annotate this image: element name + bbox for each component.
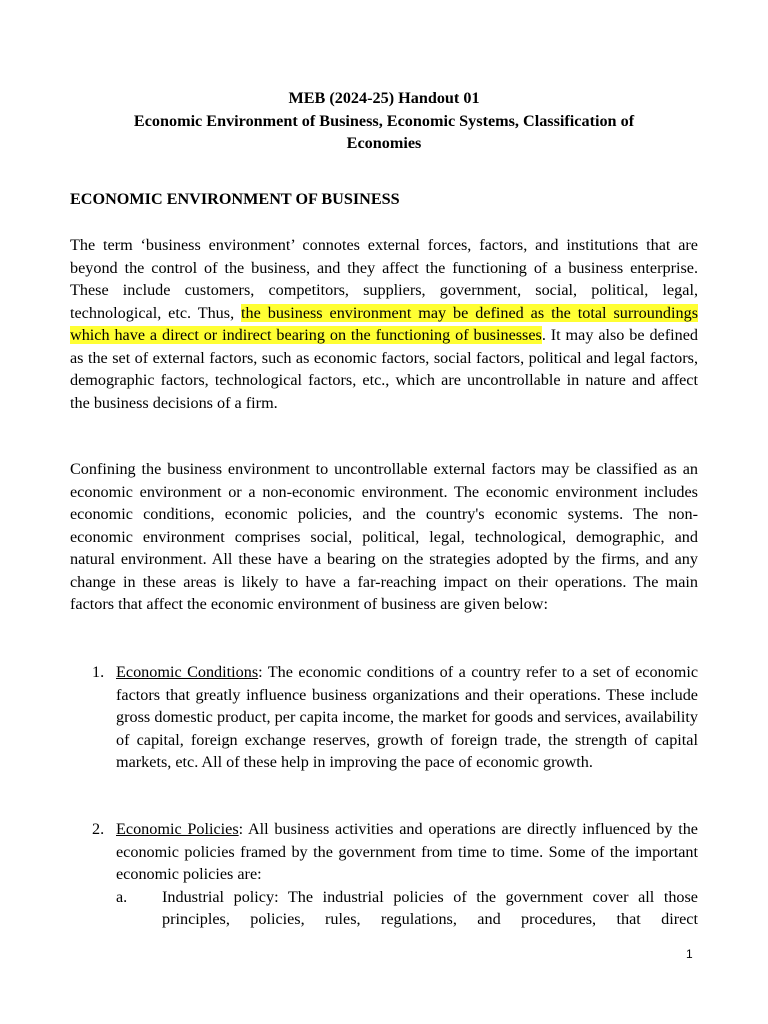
sub-list-item-letter: a.	[116, 887, 128, 906]
list-item-term: Economic Conditions	[116, 663, 259, 681]
list-item-text: : All business activities and operations are directly influenced by the economic policies framed by the government from time to time. Some of the important economic policies are:	[116, 820, 698, 883]
list-item	[70, 661, 698, 774]
paragraph-text: . It may also be defined as the set of external factors, such as economic factors, social factors, political and legal factors, demographic factors, technological factors, etc., which are uncontrollable in nature and affect the business decisions of a firm.	[70, 326, 698, 412]
page-number: 1	[686, 947, 693, 961]
paragraph-text: The term ‘business environment’ connotes external forces, factors, and institutions that are beyond the control of the business, and they affect the functioning of a business enterprise. These include customers, competitors, suppliers, government, social, political, legal, technological, etc. Thus,	[70, 236, 698, 322]
paragraph-economic-environment: Confining the business environment to uncontrollable external factors may be classified as an economic environment or a non-economic environment. The economic environment includes economic conditions, economic policies, and the country's economic systems. The non-economic environment comprises social, political, legal, technological, demographic, and natural environment. All these have a bearing on the strategies adopted by the firms, and any change in these areas is likely to have a far-reaching impact on their operations. The main factors that affect the economic environment of business are given below:	[70, 460, 698, 613]
document-title	[70, 87, 698, 155]
list-item	[70, 818, 698, 931]
list-item-text: : The economic conditions of a country refer to a set of economic factors that greatly influence business organizations and their operations. These include gross domestic product, per capita income, the market for goods and services, availability of capital, foreign exchange reserves, growth of foreign trade, the strength of capital markets, etc. All of these help in improving the pace of economic growth.	[116, 663, 698, 771]
sub-list-item	[116, 886, 698, 931]
list-item-term: Economic Policies	[116, 820, 239, 838]
paragraph-business-environment	[70, 234, 698, 414]
title-line-1: MEB (2024-25) Handout 01	[288, 89, 480, 107]
list-item-number: 1.	[92, 663, 105, 681]
highlighted-definition: the business environment may be defined as the total surroundings which have a direct or indirect bearing on the functioning of businesses	[70, 303, 698, 344]
title-line-3: Economies	[346, 134, 422, 153]
section-heading: ECONOMIC ENVIRONMENT OF BUSINESS	[70, 190, 400, 208]
list-item-number: 2.	[92, 820, 105, 838]
sub-list-item-text: Industrial policy: The industrial policies of the government cover all those principles, policies, rules, regulations, and procedures, that direct	[162, 887, 698, 928]
title-line-2: Economic Environment of Business, Economic Systems, Classification of	[133, 111, 635, 130]
